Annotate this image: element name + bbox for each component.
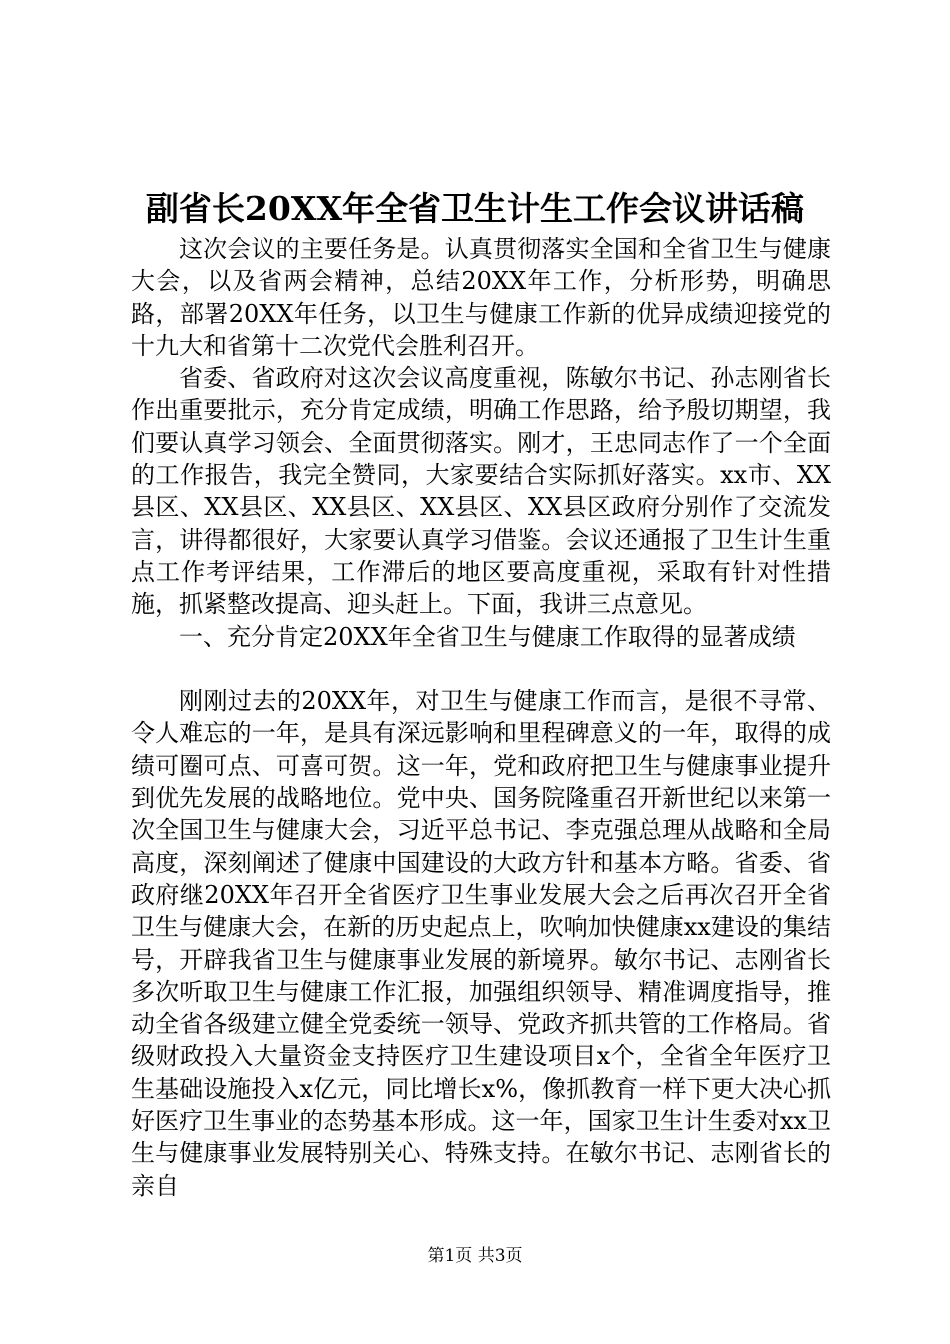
paragraph-section-one: 刚刚过去的20XX年，对卫生与健康工作而言，是很不寻常、令人难忘的一年，是具有深远影响和里程碑意义的一年，取得的成绩可圈可点、可喜可贺。这一年，党和政府把卫生与健康事业提升到优先发展的战略地位。党中央、国务院隆重召开新世纪以来第一次全国卫生与健康大会，习近平总书记、李克强总理从战略和全局高度，深刻阐述了健康中国建设的大政方针和基本方略。省委、省政府继20XX年召开全省医疗卫生事业发展大会之后再次召开全省卫生与健康大会，在新的历史起点上，吹响加快健康xx建设的集结号，开辟我省卫生与健康事业发展的新境界。敏尔书记、志刚省长多次听取卫生与健康工作汇报，加强组织领导、精准调度指导，推动全省各级建立健全党委统一领导、党政齐抓共管的工作格局。省级财政投入大量资金支持医疗卫生建设项目x个，全省全年医疗卫生基础设施投入x亿元，同比增长x%，像抓教育一样下更大决心抓好医疗卫生事业的态势基本形成。这一年，国家卫生计生委对xx卫生与健康事业发展特别关心、特殊支持。在敏尔书记、志刚省长的亲自 (131, 687, 831, 1200)
page-number: 第1页 共3页 (427, 1246, 523, 1266)
blank-line (131, 653, 831, 685)
document-title: 副省长20XX年全省卫生计生工作会议讲话稿 (145, 189, 805, 228)
paragraph-intro: 这次会议的主要任务是。认真贯彻落实全国和全省卫生与健康大会，以及省两会精神，总结20XX年工作，分析形势，明确思路，部署20XX年任务，以卫生与健康工作新的优异成绩迎接党的十九大和省第十二次党代会胜利召开。 (131, 235, 831, 360)
document-body (131, 233, 831, 1202)
paragraph-context: 省委、省政府对这次会议高度重视，陈敏尔书记、孙志刚省长作出重要批示，充分肯定成绩，明确工作思路，给予殷切期望，我们要认真学习领会、全面贯彻落实。刚才，王忠同志作了一个全面的工作报告，我完全赞同，大家要结合实际抓好落实。xx市、XX县区、XX县区、XX县区、XX县区、XX县区政府分别作了交流发言，讲得都很好，大家要认真学习借鉴。会议还通报了卫生计生重点工作考评结果，工作滞后的地区要高度重视，采取有针对性措施，抓紧整改提高、迎头赶上。下面，我讲三点意见。 (131, 364, 831, 619)
section-heading: 一、充分肯定20XX年全省卫生与健康工作取得的显著成绩 (179, 622, 796, 651)
